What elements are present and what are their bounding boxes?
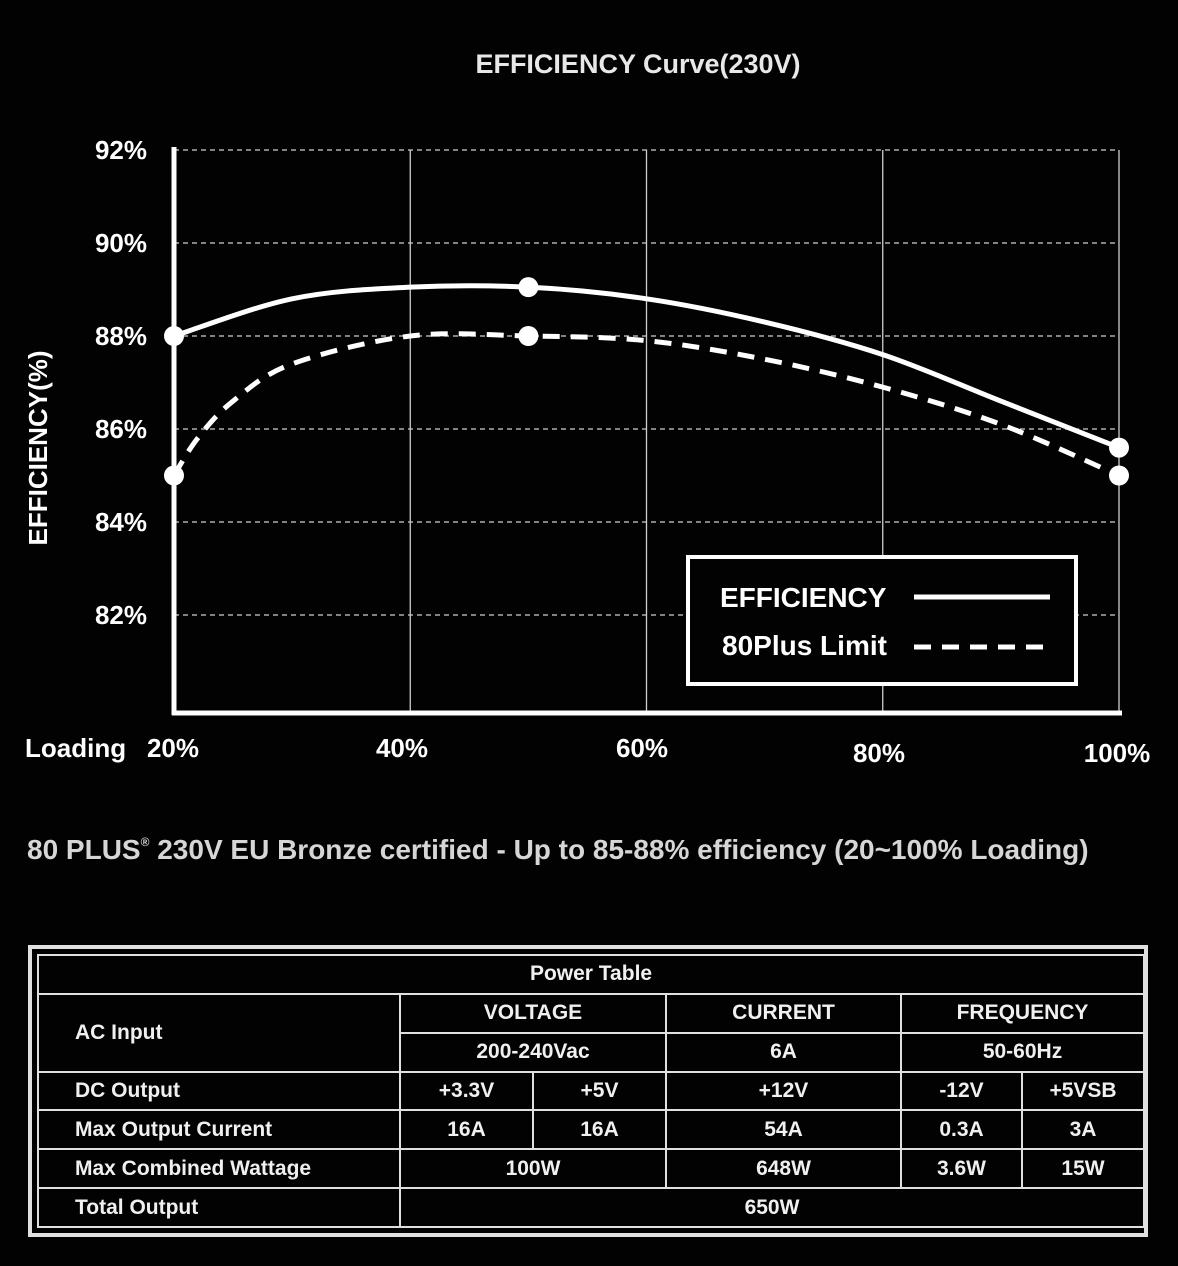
x-tick-label: 20%	[146, 733, 200, 763]
cell-voltage: 200-240Vac	[400, 1033, 666, 1072]
table-row	[38, 994, 1144, 1033]
y-tick-label: 86%	[94, 414, 147, 444]
cell-current-value: 3A	[1022, 1110, 1144, 1149]
cell-total: 650W	[400, 1188, 1144, 1227]
cell-wattage: 3.6W	[901, 1149, 1022, 1188]
y-tick-label: 84%	[94, 507, 147, 537]
y-axis-label: EFFICIENCY(%)	[23, 350, 53, 546]
cell-wattage: 100W	[400, 1149, 666, 1188]
cell-current-value: 16A	[400, 1110, 533, 1149]
legend-label-efficiency: EFFICIENCY	[720, 582, 887, 613]
cell-current-value: 54A	[666, 1110, 901, 1149]
row-label-max-current: Max Output Current	[38, 1110, 400, 1149]
limit-point	[1109, 466, 1129, 486]
registered-mark: ®	[140, 835, 150, 849]
efficiency-point	[518, 277, 538, 297]
cell-current-value: 0.3A	[901, 1110, 1022, 1149]
row-label-ac-input: AC Input	[38, 994, 400, 1072]
y-tick-label: 82%	[94, 600, 147, 630]
cell-rail: +5V	[533, 1072, 666, 1111]
header-current: CURRENT	[666, 994, 901, 1033]
power-table-grid	[37, 954, 1145, 1228]
table-row	[38, 1072, 1144, 1111]
legend	[688, 557, 1076, 684]
table-row	[38, 1110, 1144, 1149]
table-title-row	[38, 955, 1144, 994]
table-title: Power Table	[38, 955, 1144, 994]
y-tick-label: 88%	[94, 321, 147, 351]
cell-rail: +12V	[666, 1072, 901, 1111]
cell-wattage: 648W	[666, 1149, 901, 1188]
x-tick-label: 60%	[615, 733, 669, 763]
cell-rail: +5VSB	[1022, 1072, 1144, 1111]
table-row	[38, 1188, 1144, 1227]
row-label-combined-wattage: Max Combined Wattage	[38, 1149, 400, 1188]
x-tick-label: 80%	[852, 738, 906, 768]
x-tick-label: 100%	[1083, 738, 1151, 768]
cell-current-value: 16A	[533, 1110, 666, 1149]
legend-label-80plus: 80Plus Limit	[722, 630, 887, 661]
limit-point	[518, 326, 538, 346]
cell-rail: -12V	[901, 1072, 1022, 1111]
x-tick-label: 40%	[375, 733, 429, 763]
efficiency-point	[1109, 438, 1129, 458]
cell-frequency: 50-60Hz	[901, 1033, 1144, 1072]
legend-box	[688, 557, 1076, 684]
limit-point	[164, 466, 184, 486]
cell-rail: +3.3V	[400, 1072, 533, 1111]
cert-prefix: 80 PLUS	[27, 834, 141, 865]
header-voltage: VOLTAGE	[400, 994, 666, 1033]
header-frequency: FREQUENCY	[901, 994, 1144, 1033]
table-row	[38, 1149, 1144, 1188]
cell-current: 6A	[666, 1033, 901, 1072]
power-table	[28, 945, 1148, 1237]
cert-text: 230V EU Bronze certified - Up to 85-88% efficiency (20~100% Loading)	[149, 834, 1089, 865]
certification-note	[27, 834, 1167, 866]
x-axis-label: Loading	[25, 733, 127, 763]
y-tick-label: 90%	[94, 228, 147, 258]
row-label-dc-output: DC Output	[38, 1072, 400, 1111]
y-tick-label: 92%	[94, 135, 147, 165]
chart-title: EFFICIENCY Curve(230V)	[475, 49, 801, 79]
efficiency-point	[164, 326, 184, 346]
cell-wattage: 15W	[1022, 1149, 1144, 1188]
row-label-total-output: Total Output	[38, 1188, 400, 1227]
